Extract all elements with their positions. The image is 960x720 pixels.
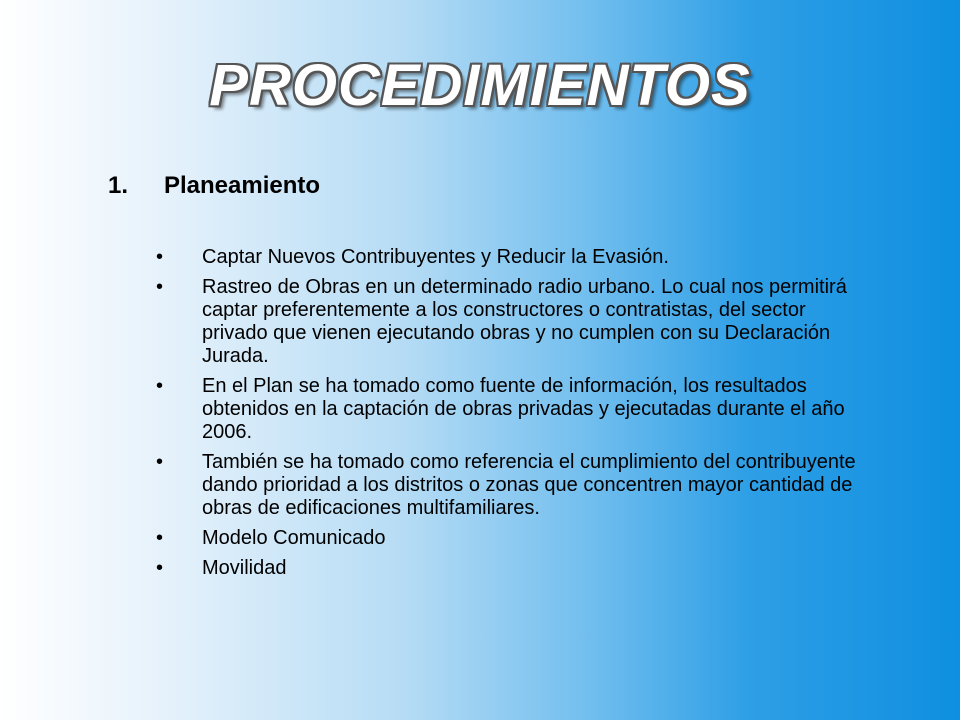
slide-title: PROCEDIMIENTOS: [209, 53, 751, 118]
section-number: 1.: [108, 172, 129, 199]
bullet-marker: •: [156, 246, 164, 268]
bullet-list: [156, 246, 876, 587]
section-title: Planeamiento: [164, 172, 321, 199]
bullet-text: En el Plan se ha tomado como fuente de información, los resultados obtenidos en la captación de obras privadas y ejecutadas durante el año 2006.: [202, 375, 845, 443]
bullet-text: También se ha tomado como referencia el cumplimiento del contribuyente dando prioridad a los distritos o zonas que concentren mayor cantidad de obras de edificaciones multifamiliares.: [202, 451, 856, 519]
bullet-text: Rastreo de Obras en un determinado radio urbano. Lo cual nos permitirá captar preferentemente a los constructores o contratistas, del sector privado que vienen ejecutando obras y no cumplen con su Declaración Jurada.: [202, 276, 847, 367]
bullet-marker: •: [156, 451, 164, 473]
bullet-marker: •: [156, 557, 164, 579]
bullet-item: [156, 451, 876, 520]
bullet-text: Captar Nuevos Contribuyentes y Reducir la Evasión.: [202, 246, 669, 268]
bullet-item: [156, 557, 876, 580]
bullet-item: [156, 527, 876, 550]
bullet-text: Movilidad: [202, 557, 287, 579]
bullet-item: [156, 375, 876, 444]
bullet-item: [156, 276, 876, 368]
bullet-item: [156, 246, 876, 269]
bullet-marker: •: [156, 375, 164, 397]
section-heading: [108, 172, 320, 200]
bullet-text: Modelo Comunicado: [202, 527, 386, 549]
bullet-marker: •: [156, 276, 164, 298]
bullet-marker: •: [156, 527, 164, 549]
